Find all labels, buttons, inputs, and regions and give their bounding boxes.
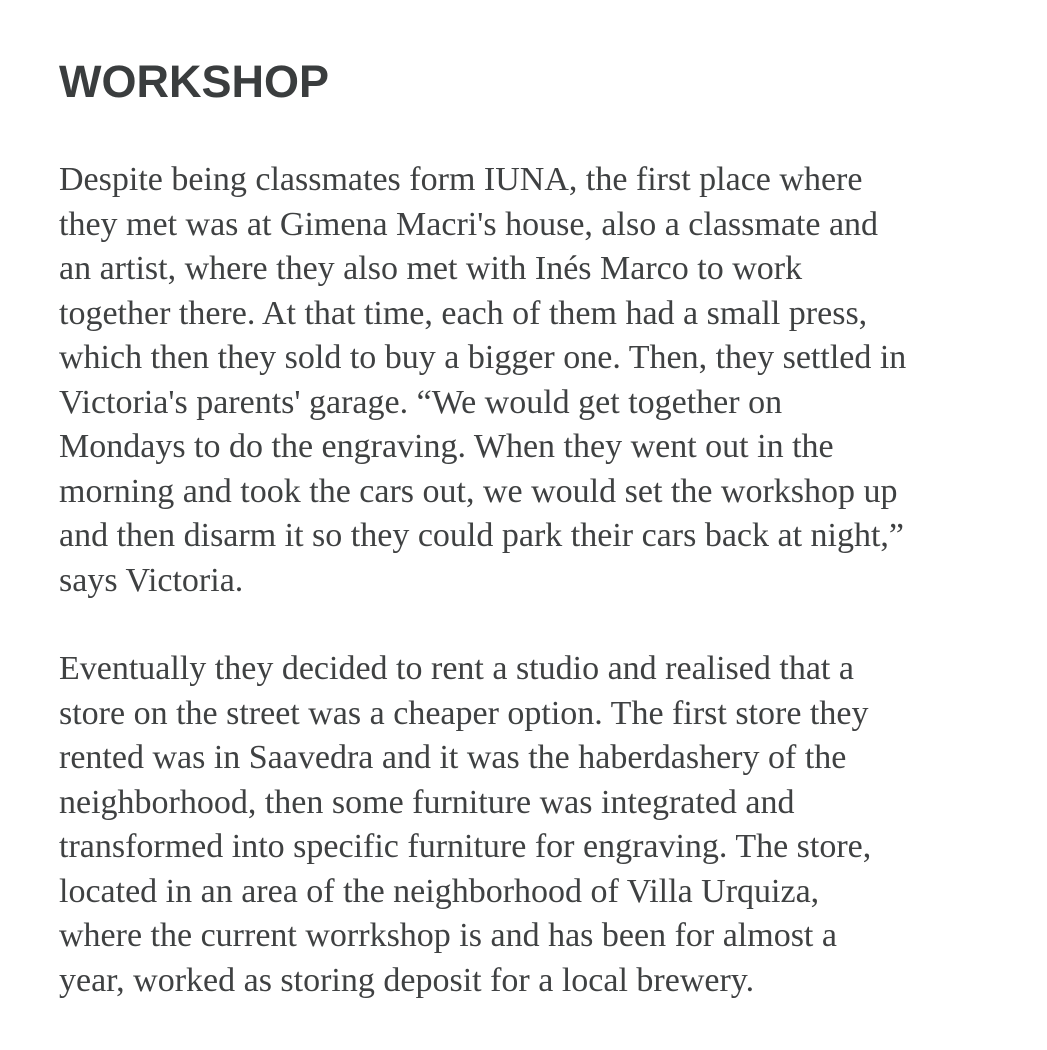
body-paragraph-2: Eventually they decided to rent a studio and realised that a store on the street was a cheaper option. The first store they rented was in Saavedra and it was the haberdashery of the neighborhood, then some furniture was integrated and transformed into specific furniture for engraving. The store, located in an area of the neighborhood of Villa Urquiza, where the current worrkshop is and has been for almost a year, worked as storing deposit for a local brewery. [59, 650, 872, 999]
body-paragraph-1: Despite being classmates form IUNA, the first place where they met was at Gimena Macri's house, also a classmate and an artist, where they also met with Inés Marco to work together there. At that time, each of them had a small press, which then they sold to buy a bigger one. Then, they settled in Victoria's parents' garage. “We would get together on Mondays to do the engraving. When they went out in the morning and took the cars out, we would set the workshop up and then disarm it so they could park their cars back at night,” says Victoria. [59, 161, 907, 599]
section-title: WORKSHOP [59, 56, 329, 107]
